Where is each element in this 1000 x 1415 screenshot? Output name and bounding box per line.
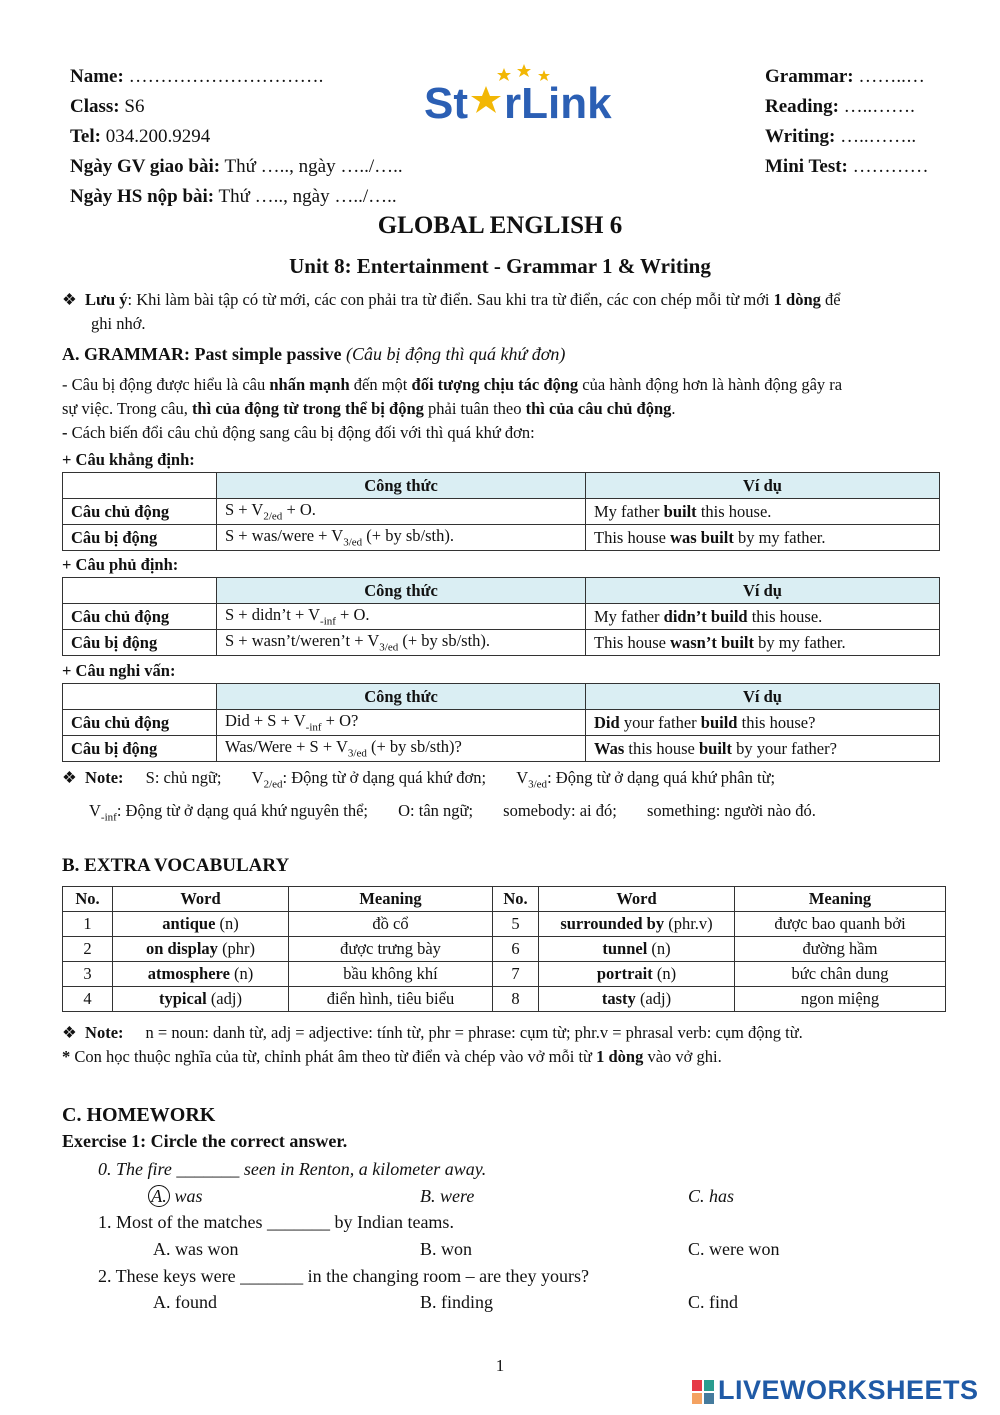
name-line: Name: …………………………. xyxy=(70,66,324,87)
question-2: 2. These keys were _______ in the changing room – are they yours? xyxy=(98,1266,590,1286)
question-1: 1. Most of the matches _______ by Indian teams. xyxy=(98,1212,454,1232)
section-c-heading: C. HOMEWORK xyxy=(62,1104,216,1126)
section-b-heading: B. EXTRA VOCABULARY xyxy=(62,855,290,876)
starlink-logo-icon xyxy=(424,62,634,124)
submit-date-line: Ngày HS nộp bài: Thứ ….., ngày …../….. xyxy=(70,186,397,207)
q0-option-c[interactable]: C. has xyxy=(688,1186,735,1206)
page-number: 1 xyxy=(495,1356,505,1375)
svg-text:St: St xyxy=(424,79,468,124)
diamond-bullet-icon: ❖ xyxy=(62,290,77,309)
vocab-row: 1 antique (n) đồ cổ 5 surrounded by (phr.v) được bao quanh bởi xyxy=(63,912,946,937)
question-table: Công thức Ví dụ Câu chủ động Did + $S + V_{-inf} + O$? Did your father build this house? Câu bị động Was/Were + $S + V_{3/ed}$ (+ by sb/sth)? Was this house built by your father? xyxy=(62,683,940,762)
q0-option-b[interactable]: B. were xyxy=(420,1186,475,1206)
liveworksheets-brand: LIVEWORKSHEETS xyxy=(718,1375,979,1405)
vocab-row: 2 on display (phr) được trưng bày 6 tunnel (n) đường hầm xyxy=(63,937,946,962)
tel-line: Tel: 034.200.9294 xyxy=(70,126,211,147)
section-a-heading: A. GRAMMAR: Past simple passive (Câu bị động thì quá khứ đơn) xyxy=(62,344,566,364)
grammar-note: ❖ Note: S: chủ ngữ; $V_{2/ed}$: Động từ ở dạng quá khứ đơn; $V_{3/ed}$: Động từ ở dạng quá khứ phân từ; $V_{-inf}$: Động từ ở dạng quá khứ nguyên thể; O: tân ngữ; somebody: ai đó; something: người nào đó. xyxy=(62,768,816,824)
writing-score: Writing: …..…….. xyxy=(765,126,917,147)
diamond-bullet-icon: ❖ xyxy=(62,1023,77,1042)
vocab-row: 3 atmosphere (n) bầu không khí 7 portrait (n) bức chân dung xyxy=(63,962,946,987)
grammar-score: Grammar: ……..… xyxy=(765,66,925,87)
study-note: ❖ Lưu ý: Khi làm bài tập có từ mới, các con phải tra từ điển. Sau khi tra từ điển, các con chép mỗi từ mới 1 dòng để ghi nhớ. xyxy=(62,290,841,333)
question-heading: + Câu nghi vấn: xyxy=(62,661,176,680)
header-left xyxy=(70,62,403,212)
negative-table: Công thức Ví dụ Câu chủ động S + didn’t + $V_{-inf} + O$. My father didn’t build this house. Câu bị động S + wasn’t/weren’t + $V_{3/ed}$ (+ by sb/sth). This house wasn’t built by my father. xyxy=(62,577,940,656)
reading-score: Reading: …..……. xyxy=(765,96,915,117)
exercise1-heading: Exercise 1: Circle the correct answer. xyxy=(62,1131,348,1151)
header-right xyxy=(765,62,929,182)
starlink-logo xyxy=(424,62,634,124)
assign-date-line: Ngày GV giao bài: Thứ ….., ngày …../….. xyxy=(70,156,403,177)
q1-option-a[interactable]: A. was won xyxy=(153,1239,239,1259)
section-a-intro: - Câu bị động được hiểu là câu nhấn mạnh đến một đối tượng chịu tác động của hành động hơn là hành động gây ra sự việc. Trong câu, thì của động từ trong thể bị động phải tuân theo thì của câu chủ động. - Cách biến đổi câu chủ động sang câu bị động đối với thì quá khứ đơn: xyxy=(62,375,843,442)
q1-option-b[interactable]: B. won xyxy=(420,1239,473,1259)
q2-option-a[interactable]: A. found xyxy=(153,1292,217,1312)
q2-option-b[interactable]: B. finding xyxy=(420,1292,494,1312)
q2-option-c[interactable]: C. find xyxy=(688,1292,739,1312)
affirmative-heading: + Câu khẳng định: xyxy=(62,450,195,469)
minitest-score: Mini Test: ………… xyxy=(765,156,929,177)
affirmative-table: Công thức Ví dụ Câu chủ động $S + V_{2/ed} + O$. My father built this house. Câu bị động S + was/were + $V_{3/ed}$ (+ by sb/sth). This house was built by my father. xyxy=(62,472,940,551)
vocab-row: 4 typical (adj) điển hình, tiêu biểu 8 tasty (adj) ngon miệng xyxy=(63,987,946,1012)
class-line: Class: S6 xyxy=(70,96,145,117)
page-subtitle: Unit 8: Entertainment - Grammar 1 & Writing xyxy=(289,254,711,278)
vocabulary-table: No. Word Meaning No. Word Meaning 1 antique (n) đồ cổ 5 surrounded by (phr.v) được bao quanh bởi 2 on display (phr) được trưng bày 6 tunnel (n) đường hầm 3 atmosphere (n) bầu không khí 7 portrait (n) bức chân dung 4 typical (adj) điển hình, tiêu biểu 8 tasty (adj) ngon miệng xyxy=(62,886,946,1012)
vocab-note: ❖ Note: n = noun: danh từ, adj = adjective: tính từ, phr = phrase: cụm từ; phr.v = phrasal verb: cụm động từ. * Con học thuộc nghĩa của từ, chỉnh phát âm theo từ điển và chép vào vở mỗi từ 1 dòng vào vở ghi. xyxy=(62,1023,803,1066)
page-title: GLOBAL ENGLISH 6 xyxy=(377,212,623,239)
answer-circle: A. xyxy=(148,1185,170,1207)
q1-option-c[interactable]: C. were won xyxy=(688,1239,780,1259)
negative-heading: + Câu phủ định: xyxy=(62,555,179,574)
q0-option-a[interactable]: A. was xyxy=(148,1183,203,1210)
diamond-bullet-icon: ❖ xyxy=(62,768,77,787)
liveworksheets-logo-icon xyxy=(692,1380,714,1404)
svg-text:rLink: rLink xyxy=(504,79,612,124)
question-0: 0. The fire _______ seen in Renton, a kilometer away. xyxy=(98,1159,487,1179)
